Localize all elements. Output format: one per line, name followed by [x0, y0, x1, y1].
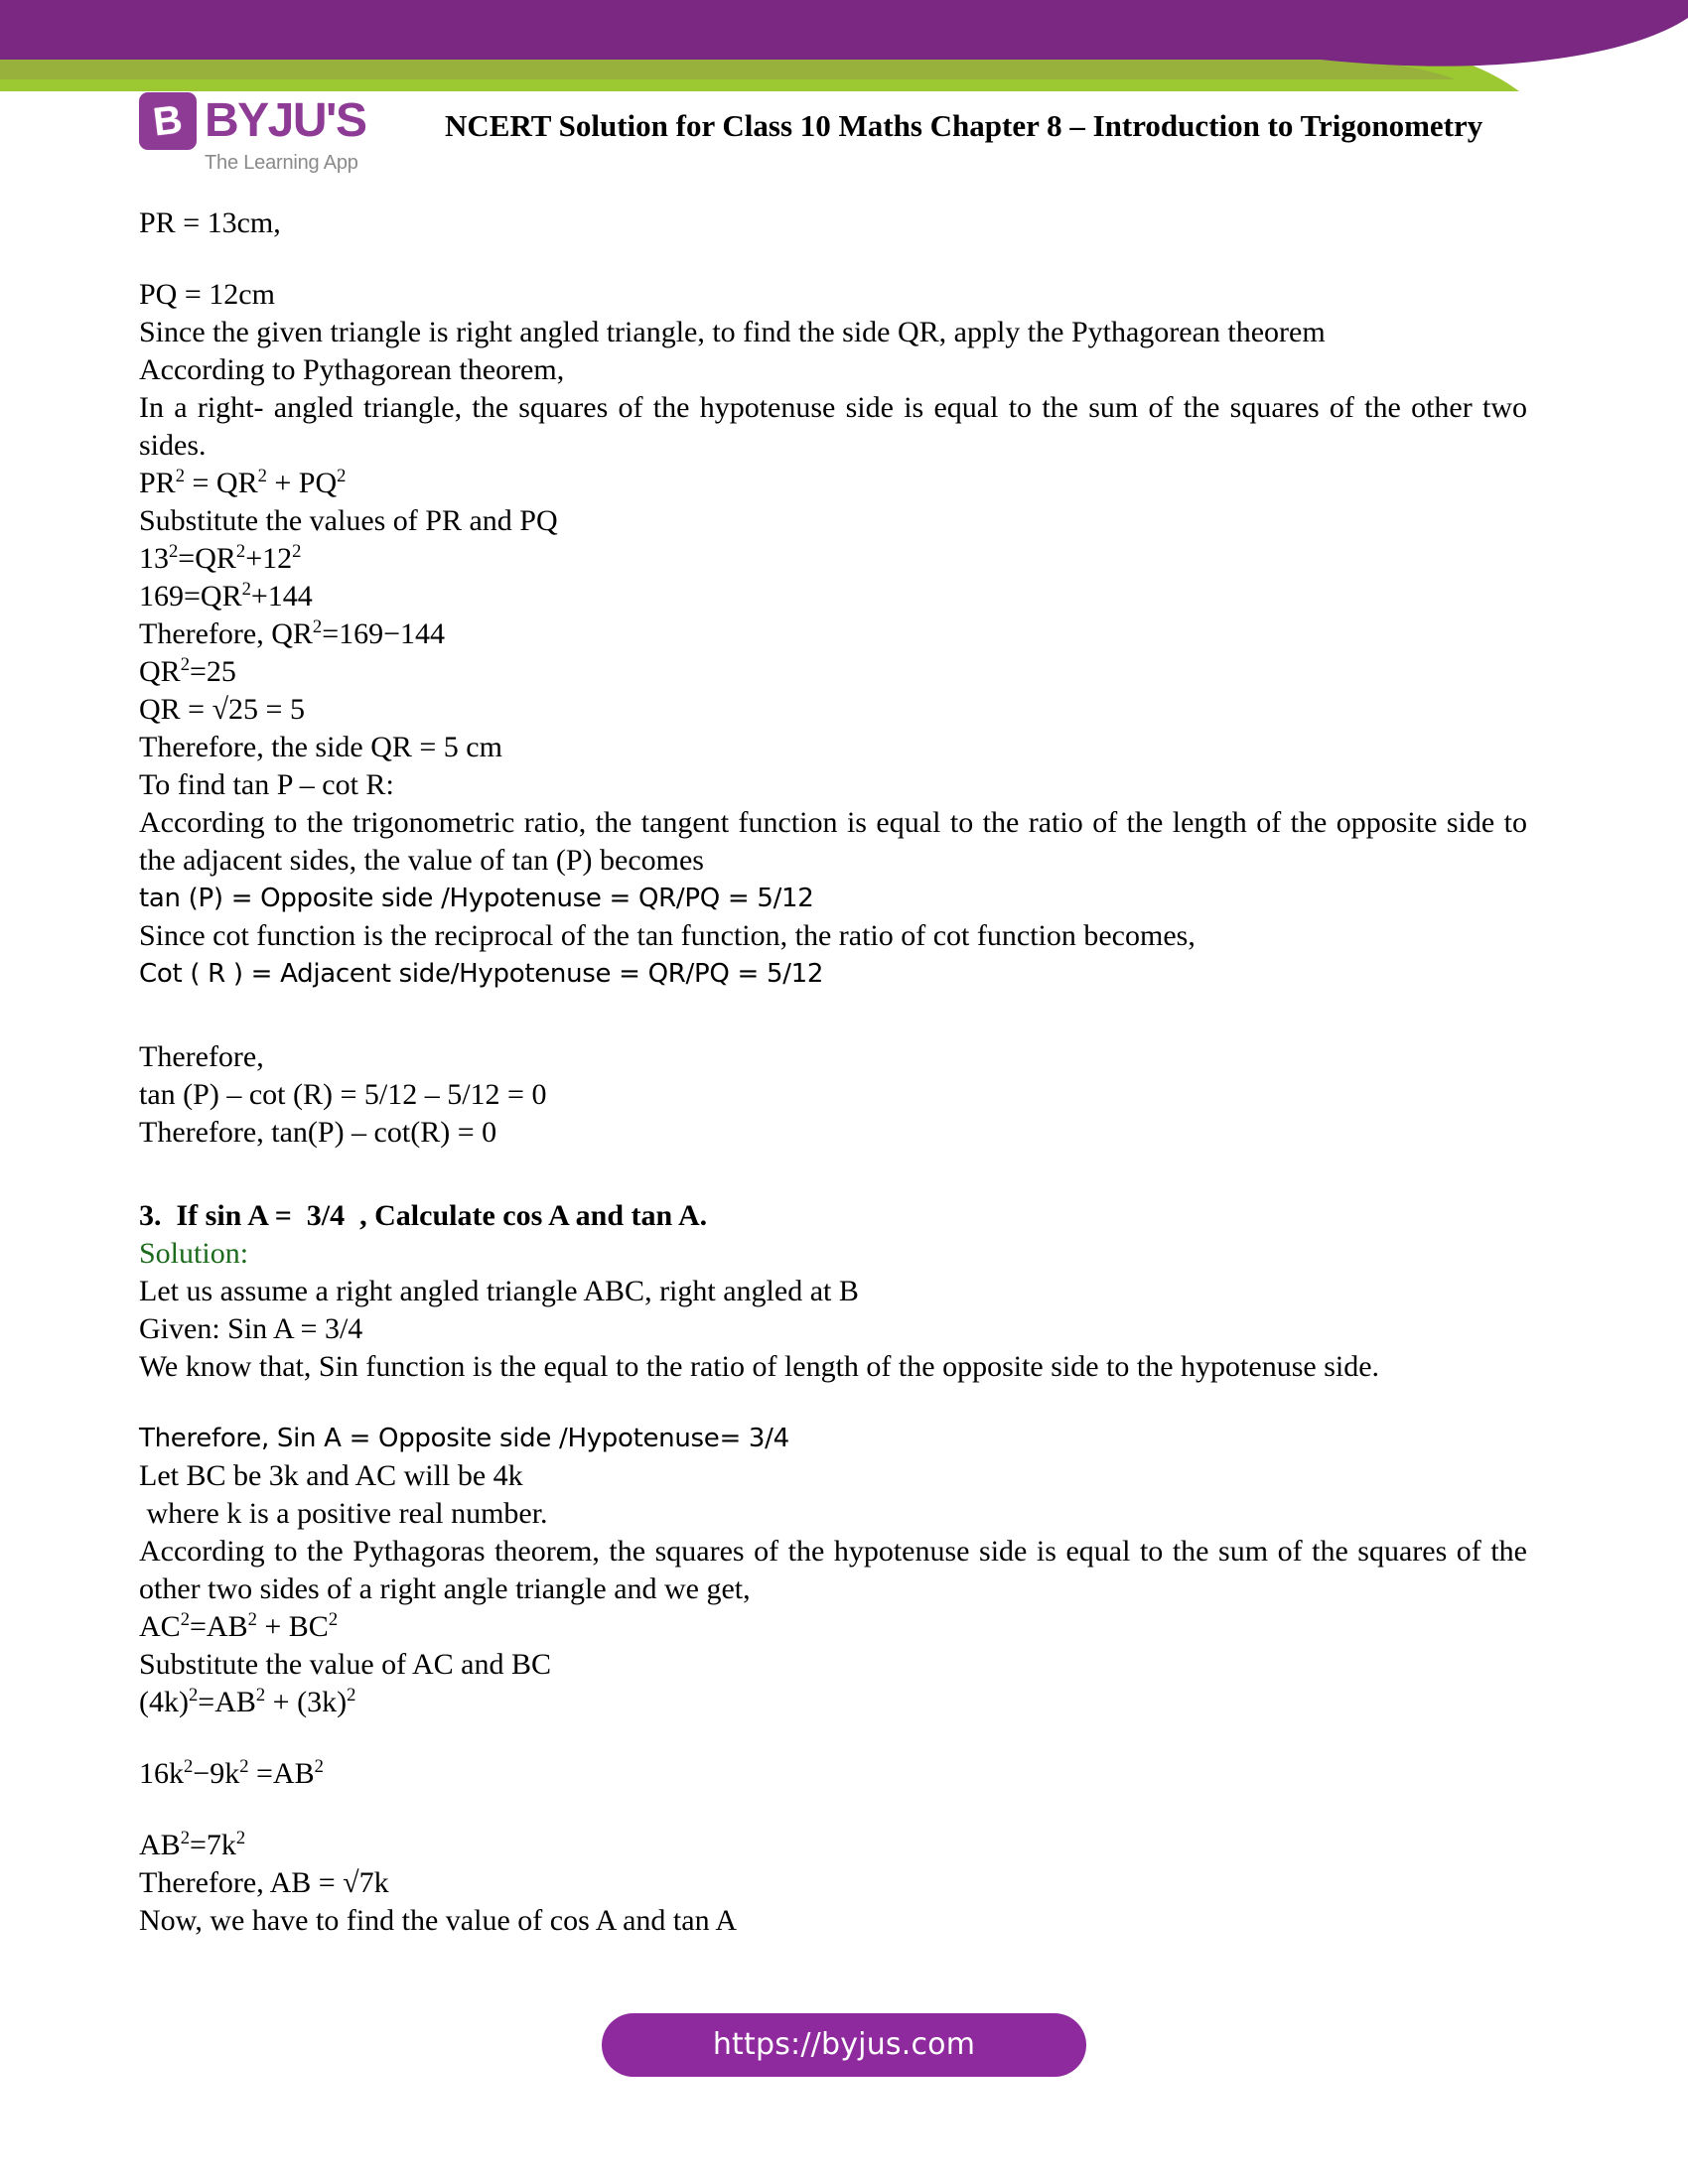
- equation-4k-squared: $(4k)^2=AB^2 + (3k)^2$: [139, 1685, 356, 1718]
- text-line-k-positive: where k is a positive real number.: [139, 1497, 548, 1530]
- spacer: [139, 1721, 1527, 1755]
- text-line-assume-triangle-abc: Let us assume a right angled triangle ABC, right angled at B: [139, 1275, 859, 1307]
- text-line-therefore: Therefore,: [139, 1040, 264, 1073]
- equation-ab-squared-7k: $AB^2=7k^2$: [139, 1828, 246, 1861]
- logo-row: [139, 92, 365, 150]
- solution-label: Solution:: [139, 1237, 249, 1270]
- equation-13-squared: $13^2=QR^2+12^2$: [139, 541, 302, 575]
- text-line-cot-reciprocal: Since cot function is the reciprocal of the tan function, the ratio of cot function becomes,: [139, 919, 1196, 952]
- text-line-to-find-tanp-cotr: To find tan P – cot R:: [139, 768, 394, 801]
- logo-wordmark: BYJU'S: [205, 94, 366, 147]
- text-line-now-find-cos-tan: Now, we have to find the value of cos A and tan A: [139, 1904, 738, 1937]
- spacer: [139, 1793, 1527, 1827]
- text-line-given-sin-a: Given: Sin A = 3/4: [139, 1312, 363, 1345]
- text-line-theorem-statement: In a right- angled triangle, the squares of the hypotenuse side is equal to the sum of the squares of the other two sides.: [139, 391, 1527, 462]
- equation-tan-p: tan (P) = Opposite side /Hypotenuse = QR/PQ = 5/12: [139, 884, 814, 913]
- byjus-logo: [139, 90, 437, 174]
- text-line-sin-definition: We know that, Sin function is the equal to the ratio of length of the opposite side to the hypotenuse side.: [139, 1350, 1380, 1383]
- text-line-let-bc-ac: Let BC be 3k and AC will be 4k: [139, 1459, 523, 1492]
- equation-ab-root7k: Therefore, AB = √7k: [139, 1866, 389, 1899]
- text-line-side-qr-result: Therefore, the side QR = 5 cm: [139, 731, 502, 763]
- byjus-url-button[interactable]: https://byjus.com: [602, 2013, 1086, 2077]
- text-line-substitute-ac-bc: Substitute the value of AC and BC: [139, 1648, 551, 1681]
- spacer: [139, 993, 1527, 1038]
- logo-tagline: The Learning App: [205, 152, 358, 174]
- text-line-pq-value: PQ = 12cm: [139, 278, 275, 311]
- equation-pr-squared: $PR^2 = QR^2 + PQ^2$: [139, 466, 347, 499]
- equation-cot-r: Cot ( R ) = Adjacent side/Hypotenuse = QR/PQ = 5/12: [139, 959, 824, 989]
- text-line-substitute-pr-pq: Substitute the values of PR and PQ: [139, 504, 558, 537]
- spacer: [139, 1152, 1527, 1197]
- text-line-pythagoras-statement: According to the Pythagoras theorem, the squares of the hypotenuse side is equal to the sum of the squares of the other two sides of a right angle triangle and we get,: [139, 1535, 1527, 1605]
- purple-band: [0, 0, 1688, 67]
- document-content: [139, 205, 1527, 1940]
- equation-16k-9k: $16k^2-9k^2 =AB^2$: [139, 1756, 324, 1790]
- equation-tanp-minus-cotr: tan (P) – cot (R) = 5/12 – 5/12 = 0: [139, 1078, 547, 1111]
- spacer: [139, 242, 1527, 276]
- equation-169: $169=QR^2+144$: [139, 579, 313, 613]
- equation-sin-a-ratio: Therefore, Sin A = Opposite side /Hypotenuse= 3/4: [139, 1424, 789, 1453]
- text-line-tangent-ratio-explain: According to the trigonometric ratio, the tangent function is equal to the ratio of the length of the opposite side to the adjacent sides, the value of tan (P) becomes: [139, 806, 1527, 877]
- text-line-pythagorean-intro: Since the given triangle is right angled triangle, to find the side QR, apply the Pythagorean theorem: [139, 316, 1326, 348]
- equation-qr-root: QR = √25 = 5: [139, 693, 305, 726]
- equation-qr-squared-diff: Therefore, $QR^2=169-144$: [139, 616, 446, 650]
- text-line-according-theorem: According to Pythagorean theorem,: [139, 353, 565, 386]
- logo-mark-letter: B: [150, 97, 185, 145]
- text-line-pr-value: PR = 13cm,: [139, 206, 281, 239]
- band-seam: [0, 58, 1455, 79]
- equation-tanp-cotr-zero: Therefore, tan(P) – cot(R) = 0: [139, 1116, 497, 1149]
- spacer: [139, 1386, 1527, 1420]
- page-title: NCERT Solution for Class 10 Maths Chapter 8 – Introduction to Trigonometry: [445, 108, 1483, 143]
- byjus-logo-mark-icon: [139, 92, 197, 150]
- question-3-heading: 3. If sin A = 3/4 , Calculate cos A and tan A.: [139, 1199, 708, 1232]
- document-header: [139, 87, 1549, 177]
- equation-qr-squared-25: $QR^2=25$: [139, 654, 236, 688]
- footer: [0, 2013, 1688, 2077]
- equation-ac-squared: $AC^2=AB^2 + BC^2$: [139, 1609, 339, 1643]
